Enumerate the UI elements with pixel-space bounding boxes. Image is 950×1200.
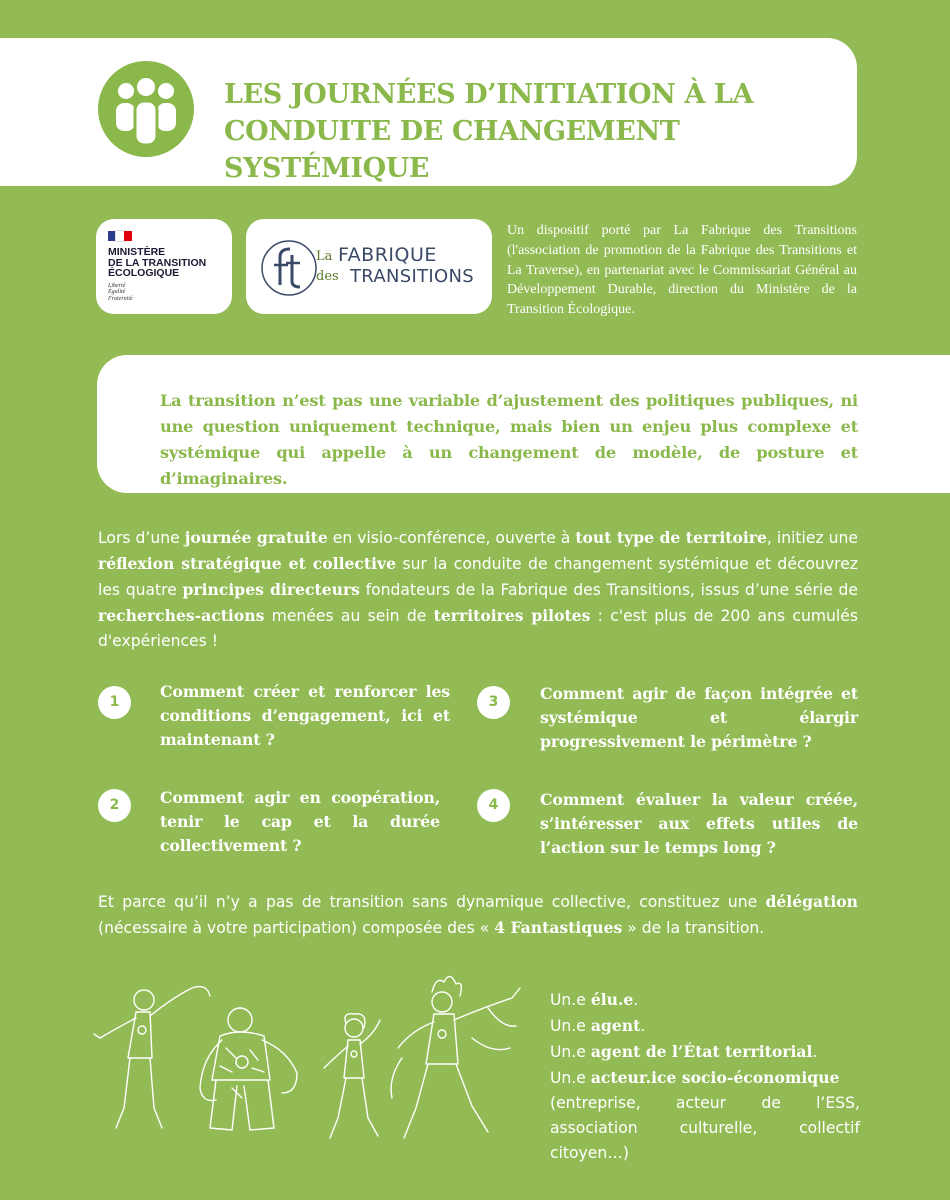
fantastic-four-illustration	[92, 968, 522, 1153]
question-3: Comment agir de façon intégrée et systémique et élargir progressivement le périmètre ?	[540, 684, 858, 751]
role-item: Un.e élu.e.	[550, 990, 639, 1009]
question-4: Comment évaluer la valeur créée, s’intéresser aux effets utiles de l’action sur le temps long ?	[540, 790, 858, 857]
role-detail: (entreprise, acteur de l’ESS, association culturelle, collectif citoyen…)	[550, 1094, 860, 1162]
hero-stretch	[94, 987, 210, 1128]
transitions-word: TRANSITIONS	[350, 266, 474, 287]
ministere-motto: Liberté Égalité Fraternité	[108, 283, 133, 302]
page-title: LES JOURNÉES D’INITIATION À LA CONDUITE DE CHANGEMENT SYSTÉMIQUE	[224, 79, 754, 184]
question-number-2: 2	[98, 789, 131, 822]
hero-torch	[391, 976, 520, 1138]
fabrique-la: La	[316, 249, 333, 264]
role-item: Un.e agent.	[550, 1016, 646, 1035]
hero-thing	[200, 1008, 297, 1130]
fabrique-word: FABRIQUE	[338, 244, 437, 266]
question-1: Comment créer et renforcer les conditions d’engagement, ici et maintenant ?	[160, 682, 450, 749]
people-group-icon	[98, 61, 194, 157]
ministere-logo	[96, 219, 232, 314]
role-item: Un.e agent de l’État territorial.	[550, 1042, 818, 1061]
description-paragraph: Lors d’une journée gratuite en visio-conférence, ouverte à tout type de territoire, initiez une réflexion stratégique et collective sur la conduite de changement systémique et découvrez les quatre principes directeurs fondateurs de la Fabrique des Transitions, issus d’une série de recherches-actions menées au sein de territoires pilotes : c'est plus de 200 ans cumulés d'expériences !	[98, 528, 859, 650]
roles-list	[550, 987, 860, 1166]
fabrique-ft-icon	[258, 237, 320, 299]
fabrique-logo	[246, 219, 492, 314]
ministere-name: MINISTÈRE DE LA TRANSITION ÉCOLOGIQUE	[108, 246, 207, 279]
question-number-4: 4	[477, 789, 510, 822]
flag-red	[124, 231, 132, 241]
fabrique-des: des	[316, 269, 339, 284]
question-number-3: 3	[477, 686, 510, 719]
intro-text: Un dispositif porté par La Fabrique des Transitions (l'association de promotion de la Fabrique des Transitions et La Traverse), en partenariat avec le Commissariat Général au Développement Durable, direction du Ministère de la Transition Écologique.	[507, 223, 857, 318]
delegation-paragraph: Et parce qu’il n’y a pas de transition sans dynamique collective, constituez une délégation (nécessaire à votre participation) composée des « 4 Fantastiques » de la transition.	[98, 892, 858, 937]
hero-woman	[324, 1014, 380, 1138]
question-2: Comment agir en coopération, tenir le cap et la durée collectivement ?	[160, 788, 440, 855]
french-flag-icon	[108, 231, 132, 241]
role-item: Un.e acteur.ice socio-économique	[550, 1068, 840, 1087]
quote-text: La transition n’est pas une variable d’ajustement des politiques publiques, ni une question uniquement technique, mais bien un enjeu plus complexe et systémique qui appelle à un changement de modèle, de posture et d’imaginaires.	[160, 391, 858, 488]
flag-blue	[108, 231, 116, 241]
flag-white	[116, 231, 124, 241]
question-number-1: 1	[98, 686, 131, 719]
